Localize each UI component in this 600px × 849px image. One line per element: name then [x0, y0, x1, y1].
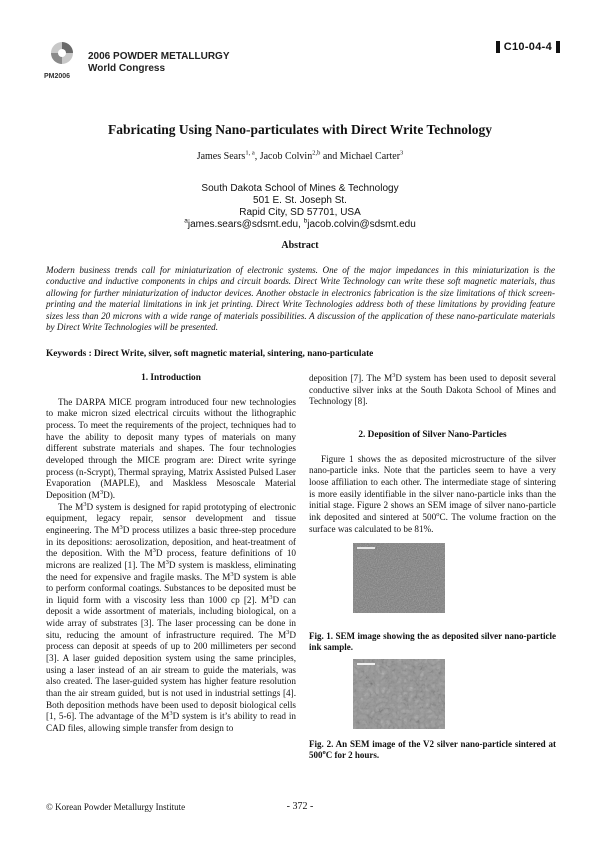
author-line: [0, 151, 600, 162]
intro-paragraph-1: [46, 397, 296, 502]
conference-line2: World Congress: [88, 63, 166, 74]
intro-continuation: [309, 373, 556, 408]
author-3-name: Michael Carter: [339, 151, 401, 162]
intro-p2-seg: D system is able to perform conformal coatings. Substances to be deposited must be in liquid form with a viscosity less than 1000 cp [2]. M: [46, 571, 297, 605]
intro-p1-text: The DARPA MICE program introduced four new technologies to make micron sized electrical circuits without the lithographic process. To meet the requirements of the project, techniques had to have the ability to deposit many types of materials on many different substrate materials and shapes. The four technologies developed through the MICE program are: Direct write syringe process (n-Scrypt), Thermal spraying, Matrix Assisted Pulsed Laser Evaporation (MAPLE), and Maskless Mesoscale Material Deposition (M: [46, 396, 296, 500]
continuation-text: D system has been used to deposit several conductive silver inks at the South Dakota School of Mines and Technology [8].: [309, 373, 556, 407]
left-column: [46, 373, 296, 735]
superscript: 3: [99, 488, 104, 496]
superscript: 3: [83, 500, 87, 508]
deposition-paragraph: [309, 454, 556, 536]
superscript: 3: [152, 547, 156, 555]
figure-2-caption-text: Fig. 2. An SEM image of the V2 silver nano-particle sintered at 500: [309, 738, 556, 760]
affiliation-institution: South Dakota School of Mines & Technology: [201, 183, 399, 194]
intro-p1-end: D).: [103, 489, 116, 500]
intro-p2-seg: D process, feature definitions of 10 microns are realized [1]. The M: [46, 548, 297, 570]
paper-title: Fabricating Using Nano-particulates with Direct Write Technology: [108, 122, 492, 137]
intro-p2-seg: D system is maskless, eliminating the need for expensive and fragile masks. The M: [46, 559, 296, 582]
figure-2-caption: [309, 739, 556, 761]
deposition-text: Figure 1 shows the as deposited microstructure of the silver nano-particle inks. Note that the particles seem to have a very loose affiliation to each other. The intermediate stage of sintering is more easily identifiable in the silver nano-particle inks than the initial stage. Figure 2 shows an SEM image of silver nano-particle ink deposited and sintered at 500: [309, 453, 556, 522]
conference-title: [88, 51, 230, 75]
abstract-text: Modern business trends call for miniaturization of electronic systems. One of the major impedances in this miniaturization is the conductive and inductive components in chips and circuit boards. Direct Write Technology can write these soft magnetic materials, thus allowing for further miniaturization of inductor devices. Another obstacle in electronics fabrication is the size limitations of thick screen-printing and the material limitations in ink jet printing. Direct Write Technologies address both of these limitations by providing feature sizes less than 20 microns with a wide range of materials possibilities. A discussion of the application of these nano-particulate materials by Direct Write Technologies will be presented.: [46, 265, 555, 333]
footer-copyright: © Korean Powder Metallurgy Institute: [46, 802, 186, 812]
abstract-heading: Abstract: [281, 240, 319, 251]
affiliation-emails: [0, 219, 600, 231]
author-2-name: Jacob Colvin: [259, 151, 313, 162]
author-1-sup: 1, a: [245, 149, 255, 157]
author-2-sup: 2,b: [312, 149, 321, 157]
figure-2-caption-text: C for 2 hours.: [325, 749, 380, 760]
affiliation-street: 501 E. St. Joseph St.: [253, 195, 347, 206]
keywords-line: Keywords : Direct Write, silver, soft magnetic material, sintering, nano-particulate: [46, 349, 374, 359]
continuation-text: deposition [7]. The M: [309, 373, 393, 383]
intro-p2-seg: D system is designed for rapid prototyping of electronic equipment, legacy repair, sensor development and tissue engineering. The M: [46, 501, 296, 535]
intro-paragraph-2: [46, 502, 296, 735]
intro-p2-seg: D can deposit a wide assortment of materials, including biological, on a wide array of substrates [3]. The laser processing can be done in situ, reducing the amount of infrastructure required. The M: [46, 594, 296, 640]
email-link-b[interactable]: jacob.colvin@sdsmt.edu: [307, 219, 416, 230]
author-separator: and: [320, 151, 340, 162]
superscript: 3: [169, 710, 173, 718]
email-b-sup: b: [303, 217, 308, 225]
author-3-sup: 3: [400, 149, 404, 157]
email-link-a[interactable]: james.sears@sdsmt.edu,: [187, 219, 304, 230]
deposition-text: C. The volume fraction on the surface was calculated to be 81%.: [309, 511, 556, 534]
superscript: 3: [165, 558, 169, 566]
figure-1-caption: Fig. 1. SEM image showing the as deposited silver nano-particle ink sample.: [309, 630, 556, 652]
superscript: 3: [286, 628, 290, 636]
logo-text: PM2006: [44, 73, 71, 80]
superscript: 3: [392, 371, 396, 379]
right-column: [309, 373, 556, 761]
affiliation-block: [0, 183, 600, 231]
superscript: 3: [230, 570, 234, 578]
page-number: - 372 -: [286, 801, 314, 812]
author-1-name: James Sears: [196, 151, 246, 162]
paper-code-badge: C10-04-4: [496, 41, 560, 53]
intro-p2-seg: D system is it’s ability to read in CAD files, allowing simple transfer from design to: [46, 711, 296, 734]
section-heading-introduction: 1. Introduction: [141, 373, 201, 383]
email-a-sup: a: [184, 217, 188, 225]
sem-image-figure-1: [353, 543, 445, 613]
author-separator: ,: [254, 151, 260, 162]
affiliation-city: Rapid City, SD 57701, USA: [239, 207, 361, 218]
superscript: 3: [119, 523, 123, 531]
intro-p2-seg: D process can deposit at speeds of up to 200 millimeters per second [3]. A laser guided deposition system using the same principles, using a laser instead of an air stream to guide the materials, was also created. The laser-guided system has higher feature resolution than the air stream guided, but is not used in industrial settings [4]. Both deposition methods have been used to deposit biological cells [1, 5-6]. The advantage of the M: [46, 629, 296, 722]
superscript: 3: [269, 593, 273, 601]
intro-p2-seg: The M: [58, 501, 84, 512]
sem-image-figure-2: [353, 659, 445, 729]
section-heading-deposition: 2. Deposition of Silver Nano-Particles: [358, 429, 507, 440]
superscript: o: [322, 748, 326, 756]
intro-p2-seg: D process utilizes a basic three-step procedure in its depositions: aerosolization, deposition, and heat-treatment of the deposition. With the M: [46, 524, 296, 559]
superscript: o: [436, 510, 440, 518]
conference-line1: 2006 POWDER METALLURGY: [88, 51, 230, 62]
